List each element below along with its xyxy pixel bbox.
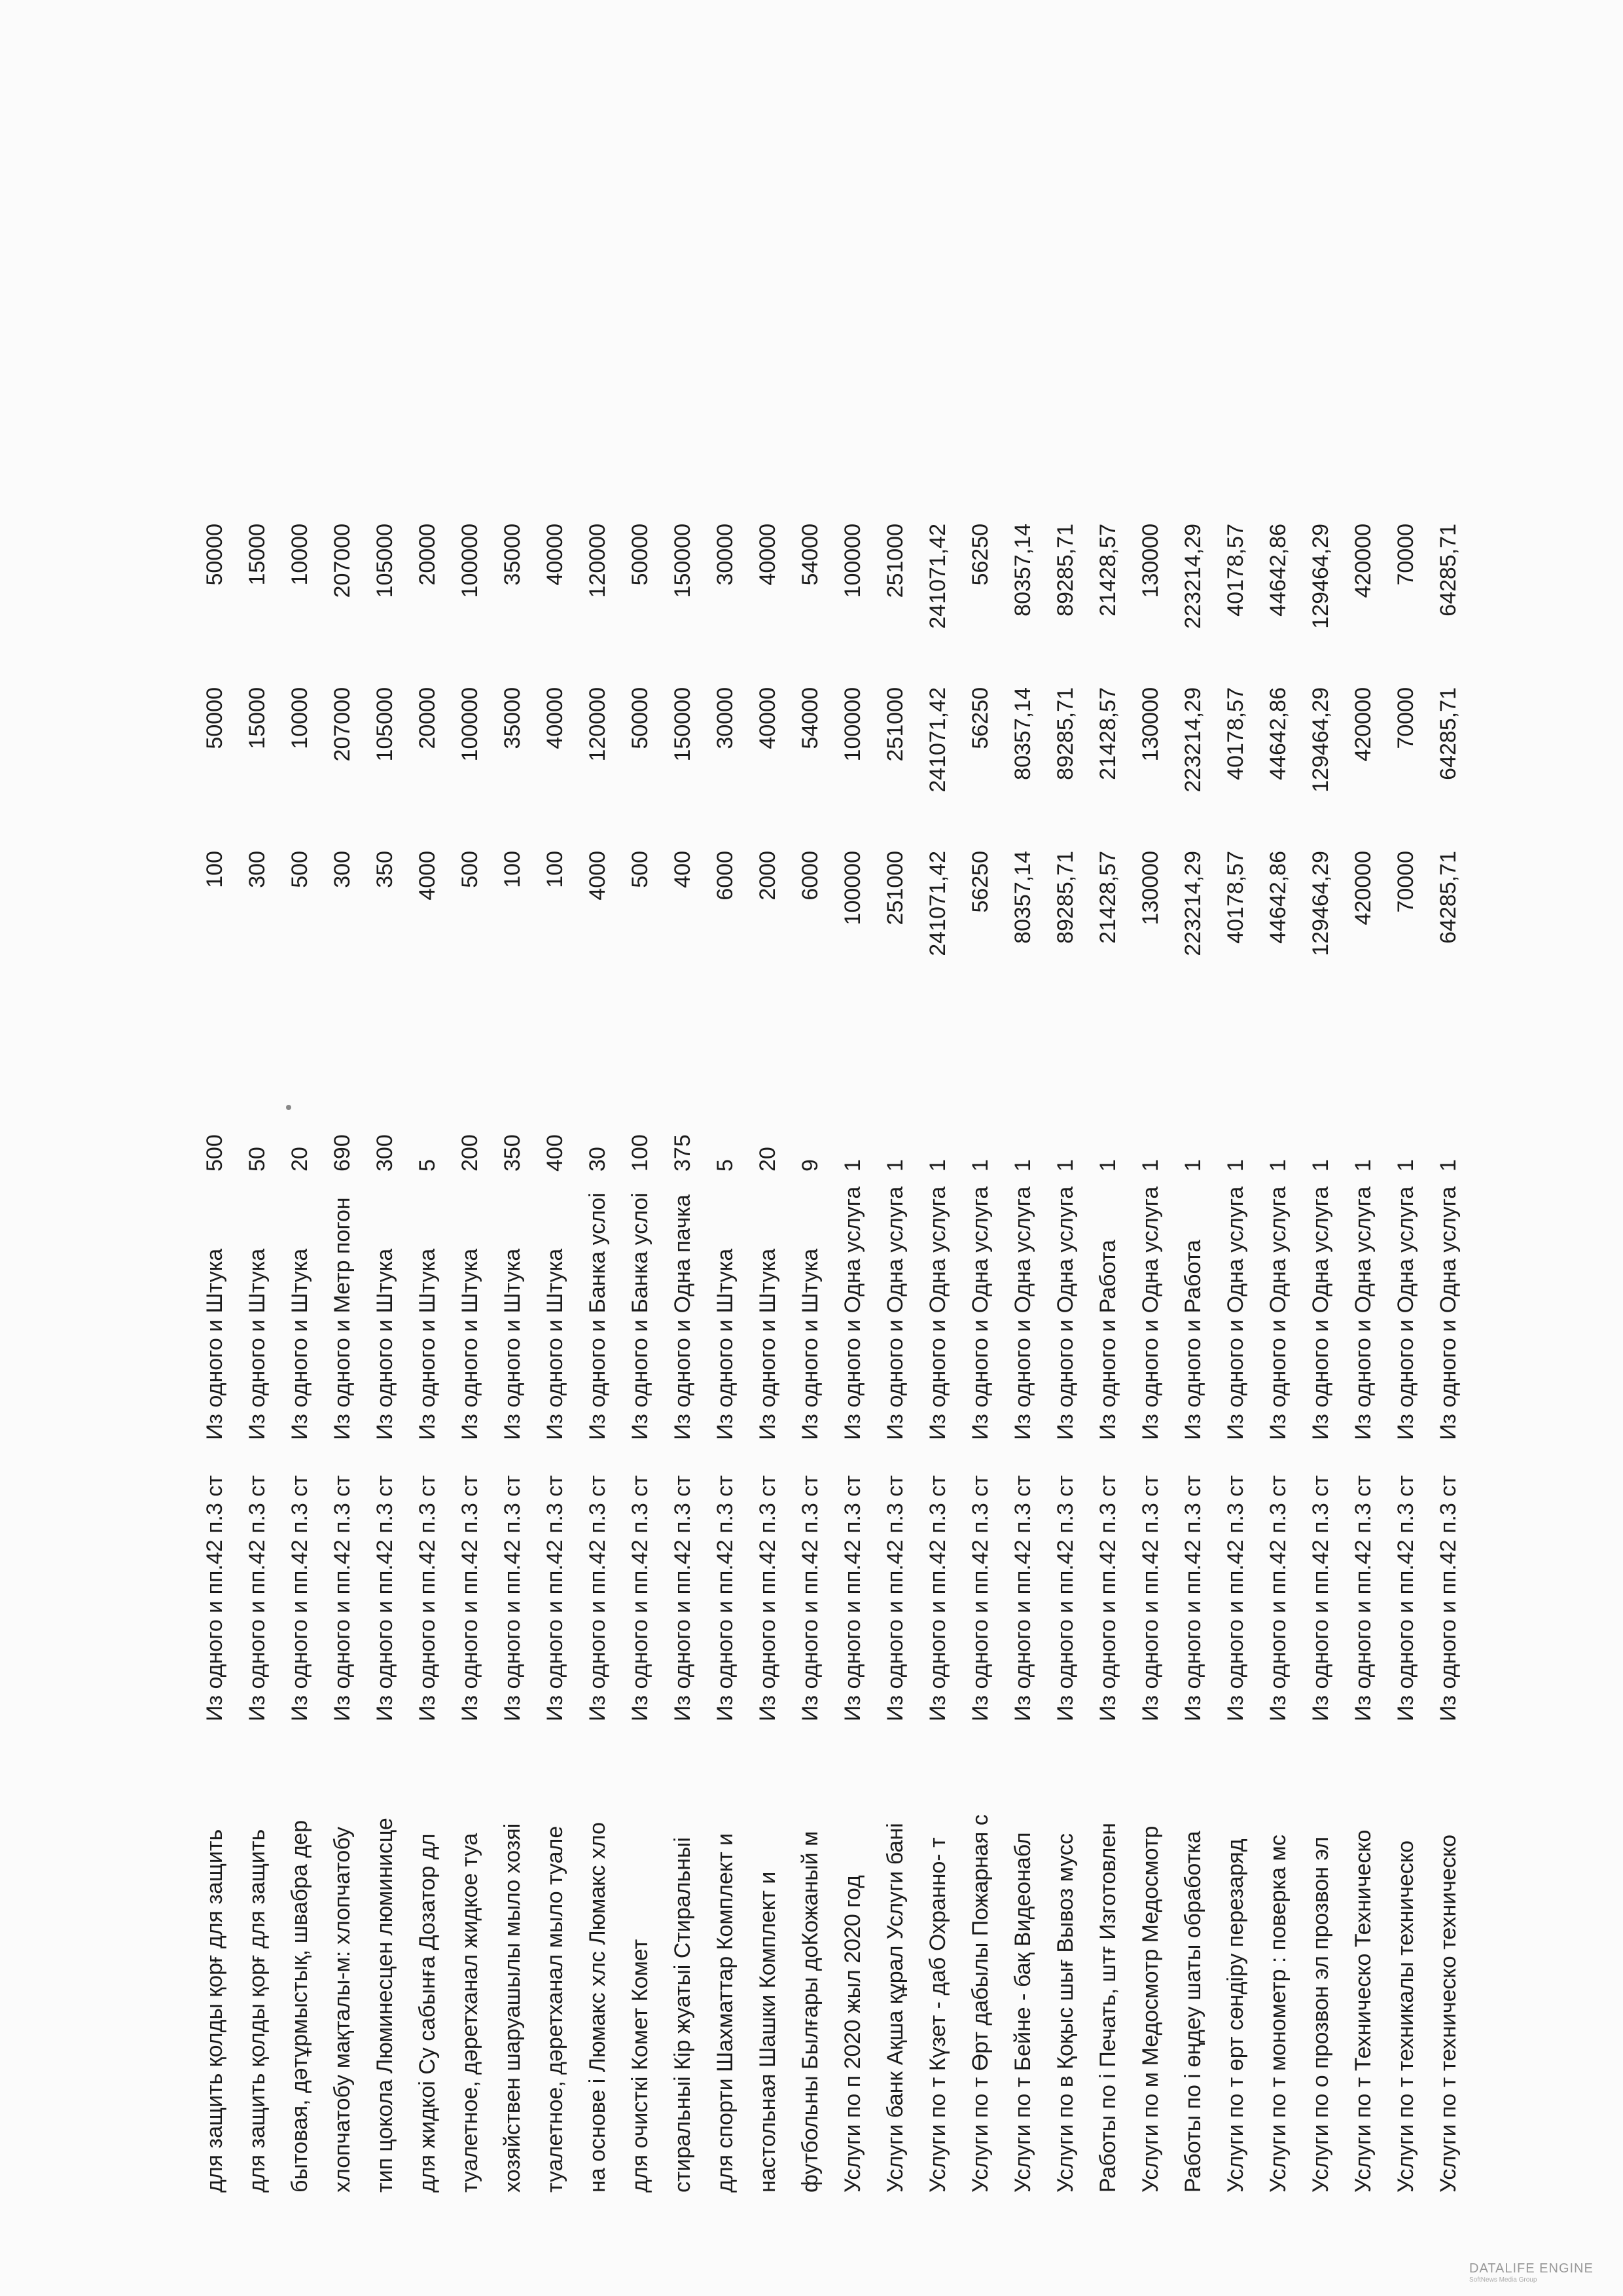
unit-cell: Из одного и Одна услуга	[1350, 1186, 1376, 1440]
unit-price-cell: 420000	[1350, 851, 1376, 925]
unit-cell: Из одного и Штука	[244, 1248, 270, 1440]
unit-price-cell: 350	[372, 851, 397, 888]
unit-price-cell: 100	[202, 851, 227, 888]
amount-cell: 40178,57	[1222, 687, 1248, 780]
unit-cell: Из одного и Одна услуга	[967, 1186, 993, 1440]
unit-price-cell: 4000	[414, 851, 440, 901]
unit-price-cell: 130000	[1137, 851, 1163, 925]
table-row	[236, 491, 278, 2193]
item-name-cell: Услуги по т Бейне - бақ Видеонабл	[1010, 1832, 1035, 2193]
table-row	[1214, 491, 1257, 2193]
amount-cell: 207000	[329, 687, 355, 762]
table-row	[448, 491, 491, 2193]
table-row	[831, 491, 874, 2193]
quantity-cell: 1	[882, 1159, 908, 1172]
table-row	[789, 491, 831, 2193]
amount-cell: 10000	[287, 687, 312, 749]
quantity-cell: 300	[372, 1134, 397, 1172]
quantity-cell: 1	[1308, 1159, 1333, 1172]
table-row	[1171, 491, 1214, 2193]
unit-price-cell: 80357,14	[1010, 851, 1035, 944]
item-name-cell: Услуги по п 2020 жыл 2020 год	[840, 1875, 865, 2193]
amount-cell: 120000	[584, 687, 610, 762]
amount-cell: 130000	[1137, 687, 1163, 762]
table-row	[1001, 491, 1044, 2193]
amount-total-cell: 89285,71	[1052, 524, 1078, 617]
quantity-cell: 1	[967, 1159, 993, 1172]
procurement-basis-cell: Из одного и пп.42 п.3 ст	[414, 1475, 440, 1721]
amount-cell: 251000	[882, 687, 908, 762]
unit-cell: Из одного и Штука	[499, 1248, 525, 1440]
unit-price-cell: 70000	[1393, 851, 1418, 913]
table-row	[704, 491, 746, 2193]
quantity-cell: 375	[669, 1134, 695, 1172]
amount-cell: 80357,14	[1010, 687, 1035, 780]
quantity-cell: 690	[329, 1134, 355, 1172]
quantity-cell: 400	[542, 1134, 567, 1172]
quantity-cell: 1	[1265, 1159, 1291, 1172]
unit-cell: Из одного и Одна услуга	[1222, 1186, 1248, 1440]
quantity-cell: 5	[414, 1159, 440, 1172]
amount-cell: 129464,29	[1308, 687, 1333, 793]
item-name-cell: Услуги по т Өрт дабылы Пожарная с	[967, 1814, 993, 2193]
amount-cell: 89285,71	[1052, 687, 1078, 780]
procurement-basis-cell: Из одного и пп.42 п.3 ст	[1222, 1475, 1248, 1721]
unit-price-cell: 56250	[967, 851, 993, 913]
procurement-basis-cell: Из одного и пп.42 п.3 ст	[1393, 1475, 1418, 1721]
table-row	[321, 491, 363, 2193]
unit-price-cell: 251000	[882, 851, 908, 925]
procurement-basis-cell: Из одного и пп.42 п.3 ст	[840, 1475, 865, 1721]
amount-total-cell: 44642,86	[1265, 524, 1291, 617]
item-name-cell: туалетное, дәретханал жидкое туа	[457, 1833, 482, 2193]
unit-cell: Из одного и Одна услуга	[882, 1186, 908, 1440]
procurement-basis-cell: Из одного и пп.42 п.3 ст	[1010, 1475, 1035, 1721]
procurement-basis-cell: Из одного и пп.42 п.3 ст	[1308, 1475, 1333, 1721]
amount-total-cell: 54000	[797, 524, 823, 586]
unit-cell: Из одного и Одна услуга	[1435, 1186, 1461, 1440]
unit-price-cell: 500	[627, 851, 652, 888]
amount-total-cell: 130000	[1137, 524, 1163, 598]
amount-cell: 30000	[712, 687, 738, 749]
item-name-cell: Услуги по в Қоқыс шығ Вывоз мусс	[1052, 1833, 1078, 2193]
amount-total-cell: 21428,57	[1095, 524, 1120, 617]
quantity-cell: 1	[1222, 1159, 1248, 1172]
watermark-title: DATALIFE ENGINE	[1469, 2261, 1594, 2276]
table-row	[576, 491, 618, 2193]
procurement-basis-cell: Из одного и пп.42 п.3 ст	[627, 1475, 652, 1721]
amount-cell: 35000	[499, 687, 525, 749]
item-name-cell: стиральныі Кір жуатыі Стиральныі	[669, 1837, 695, 2193]
amount-total-cell: 150000	[669, 524, 695, 598]
unit-cell: Из одного и Штука	[287, 1248, 312, 1440]
procurement-basis-cell: Из одного и пп.42 п.3 ст	[1180, 1475, 1205, 1721]
amount-cell: 50000	[627, 687, 652, 749]
table-row	[746, 491, 789, 2193]
unit-cell: Из одного и Штука	[202, 1248, 227, 1440]
amount-total-cell: 40000	[755, 524, 780, 586]
amount-cell: 21428,57	[1095, 687, 1120, 780]
unit-cell: Из одного и Работа	[1095, 1240, 1120, 1440]
unit-price-cell: 300	[329, 851, 355, 888]
amount-cell: 70000	[1393, 687, 1418, 749]
item-name-cell: Услуги по т Техническо Техническо	[1350, 1829, 1376, 2193]
procurement-basis-cell: Из одного и пп.42 п.3 ст	[1435, 1475, 1461, 1721]
amount-total-cell: 35000	[499, 524, 525, 586]
amount-cell: 40000	[755, 687, 780, 749]
amount-total-cell: 420000	[1350, 524, 1376, 598]
amount-total-cell: 105000	[372, 524, 397, 598]
amount-cell: 50000	[202, 687, 227, 749]
unit-price-cell: 40178,57	[1222, 851, 1248, 944]
procurement-basis-cell: Из одного и пп.42 п.3 ст	[1265, 1475, 1291, 1721]
quantity-cell: 1	[1010, 1159, 1035, 1172]
item-name-cell: Услуги по т техникалы техническо	[1393, 1840, 1418, 2193]
procurement-basis-cell: Из одного и пп.42 п.3 ст	[457, 1475, 482, 1721]
procurement-basis-cell: Из одного и пп.42 п.3 ст	[329, 1475, 355, 1721]
table-row	[491, 491, 533, 2193]
table-row	[916, 491, 959, 2193]
unit-cell: Из одного и Одна пачка	[669, 1194, 695, 1440]
table-row	[363, 491, 406, 2193]
unit-price-cell: 100000	[840, 851, 865, 925]
procurement-basis-cell: Из одного и пп.42 п.3 ст	[967, 1475, 993, 1721]
unit-cell: Из одного и Штука	[457, 1248, 482, 1440]
procurement-basis-cell: Из одного и пп.42 п.3 ст	[925, 1475, 950, 1721]
unit-cell: Из одного и Метр погон	[329, 1197, 355, 1440]
unit-cell: Из одного и Одна услуга	[1308, 1186, 1333, 1440]
unit-price-cell: 300	[244, 851, 270, 888]
procurement-basis-cell: Из одного и пп.42 п.3 ст	[287, 1475, 312, 1721]
item-name-cell: для очисткі Комет Комет	[627, 1939, 652, 2193]
amount-total-cell: 241071,42	[925, 524, 950, 629]
quantity-cell: 50	[244, 1147, 270, 1172]
amount-total-cell: 15000	[244, 524, 270, 586]
item-name-cell: настольная Шашки Комплект и	[755, 1871, 780, 2193]
amount-cell: 54000	[797, 687, 823, 749]
item-name-cell: Услуги по т техническо техническо	[1435, 1834, 1461, 2193]
procurement-basis-cell: Из одного и пп.42 п.3 ст	[244, 1475, 270, 1721]
amount-total-cell: 80357,14	[1010, 524, 1035, 617]
procurement-basis-cell: Из одного и пп.42 п.3 ст	[797, 1475, 823, 1721]
unit-cell: Из одного и Одна услуга	[1010, 1186, 1035, 1440]
table-row	[278, 491, 321, 2193]
unit-price-cell: 2000	[755, 851, 780, 901]
procurement-basis-cell: Из одного и пп.42 п.3 ст	[542, 1475, 567, 1721]
item-name-cell: Услуги по м Медосмотр Медосмотр	[1137, 1825, 1163, 2193]
unit-price-cell: 400	[669, 851, 695, 888]
amount-total-cell: 50000	[627, 524, 652, 586]
procurement-basis-cell: Из одного и пп.42 п.3 ст	[499, 1475, 525, 1721]
unit-cell: Из одного и Одна услуга	[1052, 1186, 1078, 1440]
table-row	[1129, 491, 1171, 2193]
table-row	[874, 491, 916, 2193]
procurement-basis-cell: Из одного и пп.42 п.3 ст	[584, 1475, 610, 1721]
item-name-cell: хлопчатобу мақталы-м: хлопчатобу	[329, 1826, 355, 2193]
amount-total-cell: 207000	[329, 524, 355, 598]
quantity-cell: 5	[712, 1159, 738, 1172]
item-name-cell: тип цокола Люминесцен люминисце	[372, 1818, 397, 2193]
unit-price-cell: 6000	[797, 851, 823, 901]
table-row	[1384, 491, 1427, 2193]
item-name-cell: Услуги по т Күзет - даб Охранно- т	[925, 1837, 950, 2193]
table-row	[959, 491, 1001, 2193]
table-row	[1044, 491, 1086, 2193]
unit-price-cell: 6000	[712, 851, 738, 901]
item-name-cell: бытовая, дәтұрмыстық, швабра дер	[287, 1820, 312, 2193]
unit-cell: Из одного и Одна услуга	[1393, 1186, 1418, 1440]
unit-cell: Из одного и Банка услоі	[584, 1193, 610, 1440]
quantity-cell: 1	[1095, 1159, 1120, 1172]
amount-total-cell: 30000	[712, 524, 738, 586]
item-name-cell: для защить қолды қорғ для защить	[244, 1829, 270, 2193]
unit-price-cell: 100	[499, 851, 525, 888]
item-name-cell: на основе і Люмакс хлс Люмакс хло	[584, 1821, 610, 2193]
procurement-basis-cell: Из одного и пп.42 п.3 ст	[712, 1475, 738, 1721]
amount-total-cell: 56250	[967, 524, 993, 586]
unit-price-cell: 500	[287, 851, 312, 888]
unit-cell: Из одного и Банка услоі	[627, 1193, 652, 1440]
amount-total-cell: 100000	[840, 524, 865, 598]
unit-price-cell: 21428,57	[1095, 851, 1120, 944]
amount-cell: 40000	[542, 687, 567, 749]
unit-price-cell: 44642,86	[1265, 851, 1291, 944]
amount-total-cell: 129464,29	[1308, 524, 1333, 629]
item-name-cell: Работы по і өңдеу шаты обработка	[1180, 1831, 1205, 2193]
quantity-cell: 1	[1052, 1159, 1078, 1172]
table-row	[1342, 491, 1384, 2193]
procurement-basis-cell: Из одного и пп.42 п.3 ст	[1137, 1475, 1163, 1721]
unit-price-cell: 500	[457, 851, 482, 888]
amount-cell: 56250	[967, 687, 993, 749]
quantity-cell: 200	[457, 1134, 482, 1172]
quantity-cell: 20	[755, 1147, 780, 1172]
amount-total-cell: 251000	[882, 524, 908, 598]
procurement-basis-cell: Из одного и пп.42 п.3 ст	[202, 1475, 227, 1721]
amount-cell: 100000	[457, 687, 482, 762]
item-name-cell: хозяйствен шаруашылы мыло хозяі	[499, 1823, 525, 2193]
unit-cell: Из одного и Одна услуга	[1137, 1186, 1163, 1440]
quantity-cell: 9	[797, 1159, 823, 1172]
quantity-cell: 1	[1137, 1159, 1163, 1172]
table-row	[661, 491, 704, 2193]
unit-price-cell: 100	[542, 851, 567, 888]
amount-cell: 420000	[1350, 687, 1376, 762]
amount-cell: 150000	[669, 687, 695, 762]
quantity-cell: 20	[287, 1147, 312, 1172]
amount-cell: 44642,86	[1265, 687, 1291, 780]
amount-total-cell: 100000	[457, 524, 482, 598]
procurement-basis-cell: Из одного и пп.42 п.3 ст	[1052, 1475, 1078, 1721]
unit-cell: Из одного и Штука	[712, 1248, 738, 1440]
procurement-basis-cell: Из одного и пп.42 п.3 ст	[372, 1475, 397, 1721]
procurement-basis-cell: Из одного и пп.42 п.3 ст	[755, 1475, 780, 1721]
unit-cell: Из одного и Одна услуга	[840, 1186, 865, 1440]
item-name-cell: для защить қолды қорғ для защить	[202, 1829, 227, 2193]
procurement-table	[193, 491, 1469, 2193]
table-row	[1427, 491, 1469, 2193]
amount-cell: 20000	[414, 687, 440, 749]
amount-total-cell: 64285,71	[1435, 524, 1461, 617]
table-row	[618, 491, 661, 2193]
quantity-cell: 1	[1435, 1159, 1461, 1172]
amount-total-cell: 70000	[1393, 524, 1418, 586]
table-row	[1299, 491, 1342, 2193]
quantity-cell: 30	[584, 1147, 610, 1172]
unit-price-cell: 64285,71	[1435, 851, 1461, 944]
unit-price-cell: 223214,29	[1180, 851, 1205, 956]
item-name-cell: Услуги по т өрт сөндіру перезаряд	[1222, 1839, 1248, 2193]
unit-cell: Из одного и Штука	[414, 1248, 440, 1440]
unit-price-cell: 241071,42	[925, 851, 950, 956]
table-row	[533, 491, 576, 2193]
item-name-cell: Услуги по т монометр : поверка мс	[1265, 1835, 1291, 2193]
unit-cell: Из одного и Одна услуга	[925, 1186, 950, 1440]
amount-total-cell: 50000	[202, 524, 227, 586]
unit-cell: Из одного и Штука	[372, 1248, 397, 1440]
quantity-cell: 350	[499, 1134, 525, 1172]
amount-total-cell: 120000	[584, 524, 610, 598]
unit-price-cell: 129464,29	[1308, 851, 1333, 956]
item-name-cell: для жидкоі Су сабынға Дозатор дл	[414, 1833, 440, 2193]
unit-cell: Из одного и Одна услуга	[1265, 1186, 1291, 1440]
unit-price-cell: 89285,71	[1052, 851, 1078, 944]
amount-total-cell: 10000	[287, 524, 312, 586]
amount-total-cell: 223214,29	[1180, 524, 1205, 629]
amount-cell: 241071,42	[925, 687, 950, 793]
quantity-cell: 500	[202, 1134, 227, 1172]
amount-cell: 100000	[840, 687, 865, 762]
item-name-cell: Услуги по о прозвон эл прозвон эл	[1308, 1837, 1333, 2193]
quantity-cell: 100	[627, 1134, 652, 1172]
table-row	[406, 491, 448, 2193]
amount-cell: 223214,29	[1180, 687, 1205, 793]
amount-cell: 15000	[244, 687, 270, 749]
watermark-subtitle: SoftNews Media Group	[1469, 2276, 1537, 2284]
table-row	[193, 491, 236, 2193]
item-name-cell: для спорти Шахматтар Комплект и	[712, 1833, 738, 2193]
quantity-cell: 1	[1350, 1159, 1376, 1172]
procurement-basis-cell: Из одного и пп.42 п.3 ст	[1095, 1475, 1120, 1721]
unit-cell: Из одного и Работа	[1180, 1240, 1205, 1440]
item-name-cell: Услуги банк Ақша құрал Услуги бані	[882, 1823, 908, 2193]
unit-cell: Из одного и Штука	[542, 1248, 567, 1440]
procurement-basis-cell: Из одного и пп.42 п.3 ст	[882, 1475, 908, 1721]
amount-total-cell: 40178,57	[1222, 524, 1248, 617]
quantity-cell: 1	[1180, 1159, 1205, 1172]
amount-cell: 105000	[372, 687, 397, 762]
amount-cell: 64285,71	[1435, 687, 1461, 780]
unit-cell: Из одного и Штука	[755, 1248, 780, 1440]
item-name-cell: туалетное, дәретханал мыло туале	[542, 1825, 567, 2193]
procurement-basis-cell: Из одного и пп.42 п.3 ст	[669, 1475, 695, 1721]
unit-cell: Из одного и Штука	[797, 1248, 823, 1440]
unit-price-cell: 4000	[584, 851, 610, 901]
quantity-cell: 1	[925, 1159, 950, 1172]
quantity-cell: 1	[1393, 1159, 1418, 1172]
procurement-basis-cell: Из одного и пп.42 п.3 ст	[1350, 1475, 1376, 1721]
table-row	[1086, 491, 1129, 2193]
amount-total-cell: 40000	[542, 524, 567, 586]
item-name-cell: футбольны Былғары доКожаный м	[797, 1831, 823, 2193]
amount-total-cell: 20000	[414, 524, 440, 586]
table-row	[1257, 491, 1299, 2193]
item-name-cell: Работы по і Печать, штғ Изготовлен	[1095, 1822, 1120, 2193]
quantity-cell: 1	[840, 1159, 865, 1172]
